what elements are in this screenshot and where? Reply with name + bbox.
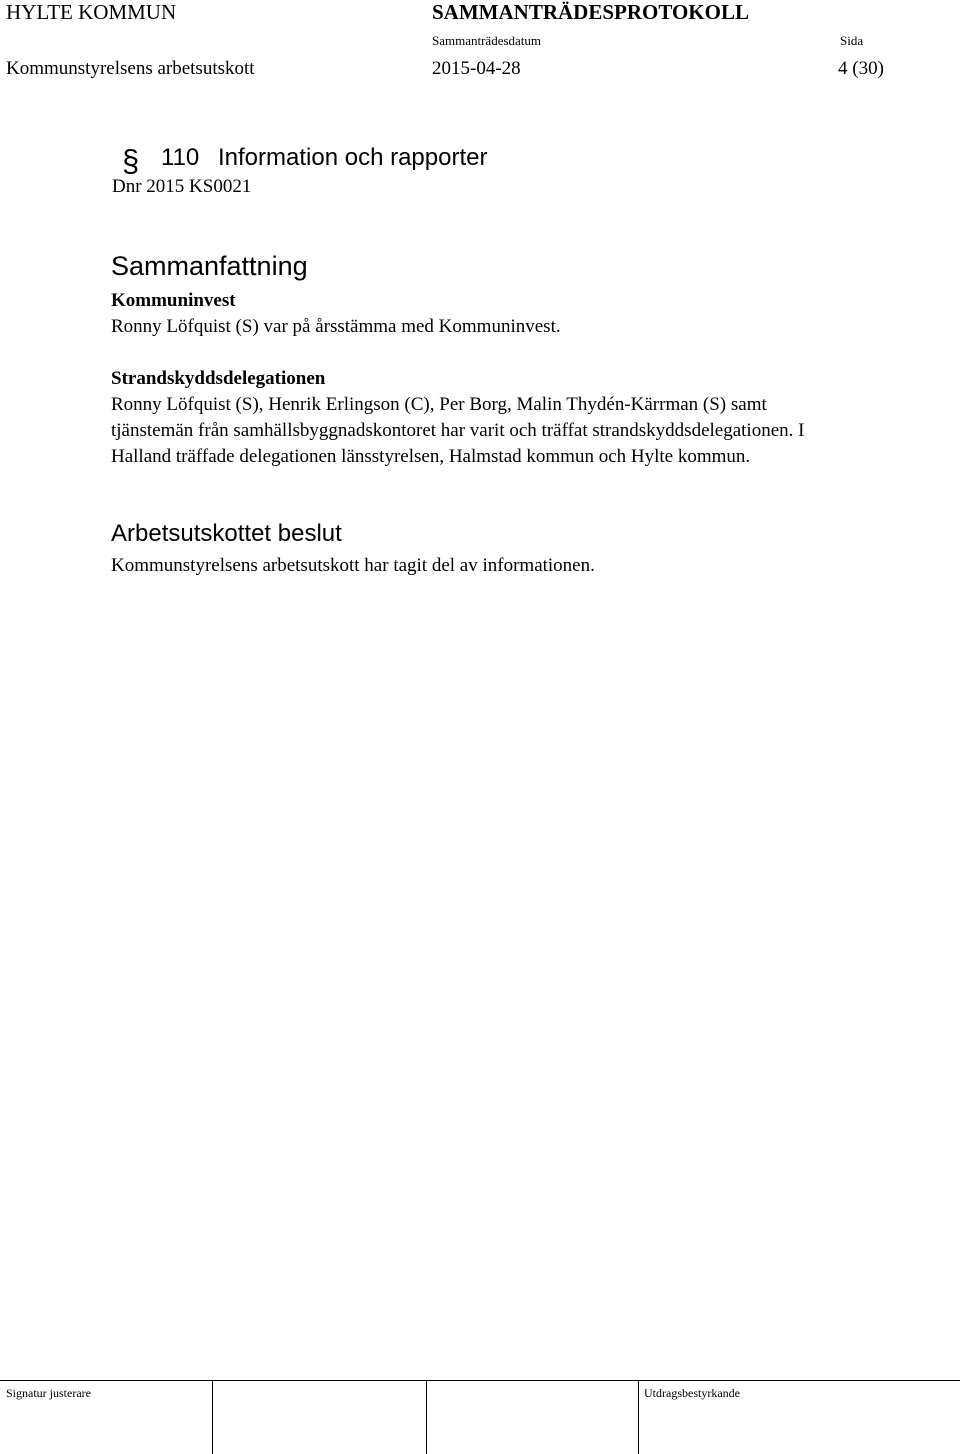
section-title: Information och rapporter bbox=[218, 144, 488, 171]
extract-label: Utdragsbestyrkande bbox=[644, 1386, 740, 1400]
decision-heading: Arbetsutskottet beslut bbox=[111, 520, 342, 547]
meeting-date: 2015-04-28 bbox=[432, 58, 521, 79]
topic-text-line: Halland träffade delegationen länsstyrelsen, Halmstad kommun och Hylte kommun. bbox=[111, 446, 751, 467]
signature-box-divider bbox=[638, 1380, 639, 1454]
topic-text-line: tjänstemän från samhällsbyggnadskontoret har varit och träffat strandskyddsdelegationen. I bbox=[111, 420, 805, 441]
decision-text: Kommunstyrelsens arbetsutskott har tagit del av informationen. bbox=[111, 555, 595, 576]
topic-text-line: Ronny Löfquist (S) var på årsstämma med Kommuninvest. bbox=[111, 316, 561, 337]
diary-number: Dnr 2015 KS0021 bbox=[112, 176, 252, 197]
topic-title: Strandskyddsdelegationen bbox=[111, 368, 326, 389]
document-type: SAMMANTRÄDESPROTOKOLL bbox=[432, 0, 749, 24]
section-symbol: § bbox=[122, 143, 140, 178]
committee-name: Kommunstyrelsens arbetsutskott bbox=[6, 58, 255, 79]
page-label: Sida bbox=[840, 33, 864, 48]
signature-box-divider bbox=[426, 1380, 427, 1454]
topic-title: Kommuninvest bbox=[111, 290, 236, 311]
summary-heading: Sammanfattning bbox=[111, 251, 308, 281]
meeting-date-label: Sammanträdesdatum bbox=[432, 33, 542, 48]
signature-box-divider bbox=[212, 1380, 213, 1454]
signature-label: Signatur justerare bbox=[6, 1386, 91, 1400]
section-number: 110 bbox=[161, 144, 200, 171]
topic-text-line: Ronny Löfquist (S), Henrik Erlingson (C), Per Borg, Malin Thydén-Kärrman (S) samt bbox=[111, 394, 767, 415]
footer-divider bbox=[0, 1380, 960, 1381]
organization-name: HYLTE KOMMUN bbox=[6, 0, 177, 24]
page-number: 4 (30) bbox=[838, 58, 884, 79]
